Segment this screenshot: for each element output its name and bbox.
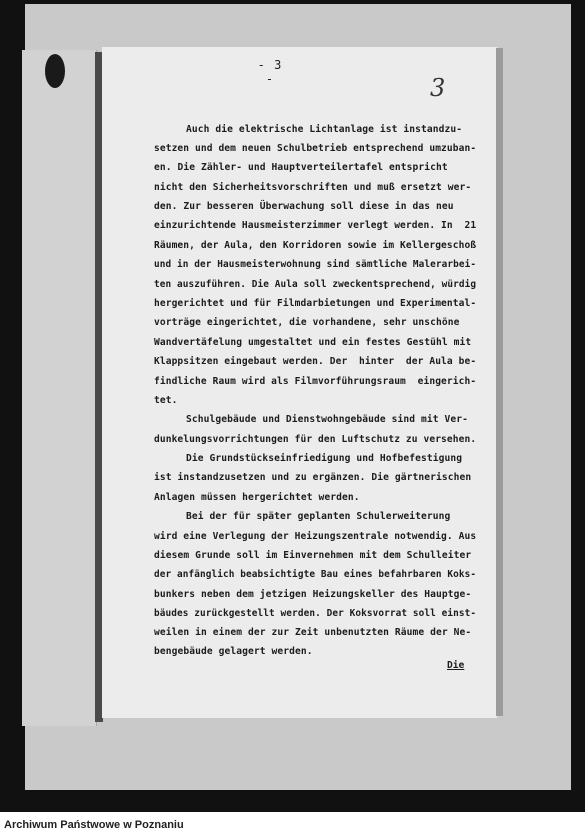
page-number: - 3 - <box>257 58 283 86</box>
text-line: Bei der für später geplanten Schulerweiterung <box>186 511 451 522</box>
text-line: bunkers neben dem jetzigen Heizungskeller des Hauptge- <box>154 589 472 600</box>
text-line: Wandvertäfelung umgestaltet und ein festes Gestühl mit <box>154 337 472 348</box>
text-line: Die Grundstückseinfriedigung und Hofbefestigung <box>186 453 463 464</box>
text-line: tet. <box>154 395 178 406</box>
text-line: Anlagen müssen hergerichtet werden. <box>154 492 360 503</box>
text-line: bengebäude gelagert werden. <box>154 646 313 657</box>
text-line: und in der Hausmeisterwohnung sind sämtliche Malerarbei- <box>154 259 477 270</box>
text-line: hergerichtet und für Filmdarbietungen und Experimental- <box>154 298 477 309</box>
text-line: Räumen, der Aula, den Korridoren sowie im Kellergeschoß <box>154 240 477 251</box>
text-line: diesem Grunde soll im Einvernehmen mit dem Schulleiter <box>154 550 472 561</box>
text-line: Klappsitzen eingebaut werden. Der hinter der Aula be- <box>154 356 477 367</box>
text-line: Auch die elektrische Lichtanlage ist instandzu- <box>186 124 463 135</box>
text-line: dunkelungsvorrichtungen für den Luftschutz zu versehen. <box>154 434 477 445</box>
text-line: ist instandzusetzen und zu ergänzen. Die gärtnerischen <box>154 472 472 483</box>
text-line: vorträge eingerichtet, die vorhandene, sehr unschöne <box>154 317 460 328</box>
text-line: setzen und dem neuen Schulbetrieb entsprechend umzuban- <box>154 143 477 154</box>
text-line: Schulgebäude und Dienstwohngebäude sind mit Ver- <box>186 414 469 425</box>
text-line: weilen in einem der zur Zeit unbenutzten Räume der Ne- <box>154 627 472 638</box>
text-line: ten auszuführen. Die Aula soll zweckentsprechend, würdig <box>154 279 477 290</box>
archive-name: Archiwum Państwowe w Poznaniu <box>4 819 184 831</box>
text-line: der anfänglich beabsichtigte Bau eines befahrbaren Koks- <box>154 569 477 580</box>
text-line: den. Zur besseren Überwachung soll diese in das neu <box>154 201 454 212</box>
catchword: Die <box>447 660 465 671</box>
text-line: einzurichtende Hausmeisterzimmer verlegt werden. In 21 <box>154 220 477 231</box>
text-line: en. Die Zähler- und Hauptverteilertafel entspricht <box>154 162 448 173</box>
archive-caption-bar <box>0 812 585 840</box>
handwritten-page-number: 3 <box>430 74 446 102</box>
text-line: findliche Raum wird als Filmvorführungsraum eingerich- <box>154 376 477 387</box>
text-line: nicht den Sicherheitsvorschriften und muß ersetzt wer- <box>154 182 472 193</box>
text-line: wird eine Verlegung der Heizungszentrale notwendig. Aus <box>154 531 477 542</box>
text-line: bäudes zurückgestellt werden. Der Koksvorrat soll einst- <box>154 608 477 619</box>
